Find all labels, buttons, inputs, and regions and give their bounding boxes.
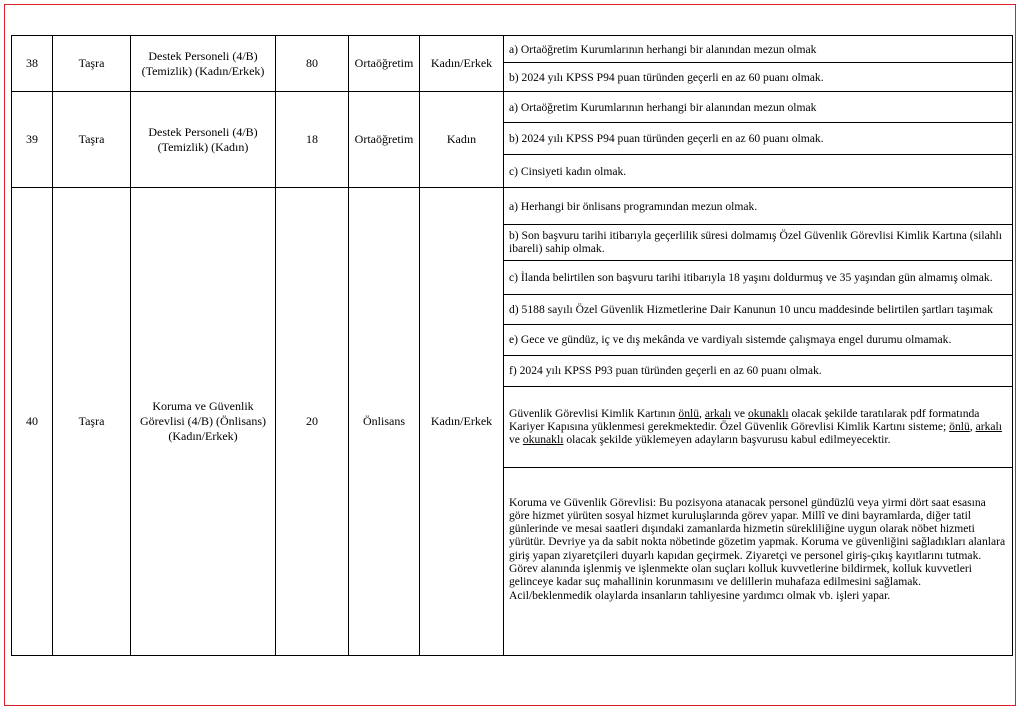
note-text: olacak şekilde yüklemeyen adayların başvurusu kabul edilmeyecektir. bbox=[563, 433, 891, 447]
requirement-item: c) İlanda belirtilen son başvuru tarihi itibarıyla 18 yaşını doldurmuş ve 35 yaşından gün almamış olmak. bbox=[504, 261, 1012, 295]
note-underlined-word: arkalı bbox=[704, 406, 732, 420]
note-text: , bbox=[699, 406, 705, 420]
requirement-item: b) 2024 yılı KPSS P94 puan türünden geçerli en az 60 puanı olmak. bbox=[504, 123, 1012, 155]
row-number: 38 bbox=[12, 36, 53, 92]
requirement-item: a) Herhangi bir önlisans programından mezun olmak. bbox=[504, 189, 1012, 225]
location-cell: Taşra bbox=[53, 188, 131, 656]
gender-cell: Kadın/Erkek bbox=[420, 188, 504, 656]
requirements-cell bbox=[504, 36, 1013, 92]
note-underlined-word: okunaklı bbox=[747, 406, 789, 420]
count-cell: 18 bbox=[276, 92, 349, 188]
row-number: 39 bbox=[12, 92, 53, 188]
note-text: olacak şekilde taratılarak pdf formatında Kariyer Kapısına yüklenmesi gerekmektedir. Özel Güvenlik Görevlisi Kimlik Kartını sisteme; bbox=[509, 406, 980, 433]
location-cell: Taşra bbox=[53, 36, 131, 92]
requirement-item: a) Ortaöğretim Kurumlarının herhangi bir alanından mezun olmak bbox=[504, 36, 1012, 63]
gender-cell: Kadın/Erkek bbox=[420, 36, 504, 92]
requirements-cell bbox=[504, 188, 1013, 656]
gender-cell: Kadın bbox=[420, 92, 504, 188]
job-description bbox=[504, 468, 1012, 655]
table-row bbox=[12, 188, 1013, 656]
note-underlined-word: önlü bbox=[949, 419, 970, 433]
table-row bbox=[12, 36, 1013, 92]
requirement-item: c) Cinsiyeti kadın olmak. bbox=[509, 164, 627, 178]
table-row bbox=[12, 92, 1013, 188]
card-upload-note bbox=[504, 387, 1012, 468]
requirement-item: e) Gece ve gündüz, iç ve dış mekânda ve vardiyalı sistemde çalışmaya engel durumu olmamak. bbox=[504, 325, 1012, 356]
position-cell: Destek Personeli (4/B) (Temizlik) (Kadın/Erkek) bbox=[131, 36, 276, 92]
note-underlined-word: arkalı bbox=[975, 419, 1002, 433]
row-number: 40 bbox=[12, 188, 53, 656]
positions-table bbox=[11, 35, 1013, 656]
education-cell: Ortaöğretim bbox=[349, 36, 420, 92]
requirement-item: a) Ortaöğretim Kurumlarının herhangi bir alanından mezun olmak bbox=[504, 92, 1012, 123]
count-cell: 20 bbox=[276, 188, 349, 656]
requirements-cell bbox=[504, 92, 1013, 188]
count-cell: 80 bbox=[276, 36, 349, 92]
note-underlined-word: önlü bbox=[678, 406, 700, 420]
job-description-text: Koruma ve Güvenlik Görevlisi: Bu pozisyona atanacak personel gündüzlü veya yirmi dört saat esasına göre hizmet yürüten sosyal hizmet kuruluşlarında görev yapar. Millî ve dini bayramlarda, diğer tatil günlerinde ve mesai saatleri dışındaki zamanlarda hizmetin sürekliliğine uygun olarak nöbet hizmeti yürütür. Devriye ya da sabit nokta nöbetinde gözetim yapmak. Koruma ve güvenliğini sağladıkları alanlara giriş yapan ziyaretçileri duyarlı kapıdan geçirmek. Ziyaretçi ve personel giriş-çıkış kayıtlarını tutmak. Görev alanında işlenmiş ve işlenmekte olan suçları kolluk kuvvetlerine bildirmek, kolluk kuvvetleri gelinceye kadar suç mahallinin korunmasını ve delillerin muhafaza edilmesini sağlamak. Acil/beklenmedik olaylarda insanların tahliyesine yardımcı olmak vb. işleri yapar. bbox=[509, 495, 1006, 602]
note-text: , bbox=[969, 419, 976, 433]
position-cell: Destek Personeli (4/B) (Temizlik) (Kadın) bbox=[131, 92, 276, 188]
location-cell: Taşra bbox=[53, 92, 131, 188]
note-text: Güvenlik Görevlisi Kimlik Kartının bbox=[509, 406, 679, 420]
education-cell: Önlisans bbox=[349, 188, 420, 656]
position-cell: Koruma ve Güvenlik Görevlisi (4/B) (Önlisans)(Kadın/Erkek) bbox=[131, 188, 276, 656]
note-underlined-word: okunaklı bbox=[522, 433, 564, 447]
requirement-item: d) 5188 sayılı Özel Güvenlik Hizmetlerine Dair Kanunun 10 uncu maddesinde belirtilen şartları taşımak bbox=[504, 295, 1012, 325]
note-text: ve bbox=[731, 406, 748, 420]
education-cell: Ortaöğretim bbox=[349, 92, 420, 188]
requirement-item: b) 2024 yılı KPSS P94 puan türünden geçerli en az 60 puanı olmak. bbox=[509, 70, 824, 84]
requirement-item: f) 2024 yılı KPSS P93 puan türünden geçerli en az 60 puanı olmak. bbox=[504, 356, 1012, 387]
requirement-item: b) Son başvuru tarihi itibarıyla geçerlilik süresi dolmamış Özel Güvenlik Görevlisi Kimlik Kartına (silahlı ibareli) sahip olmak. bbox=[504, 225, 1012, 261]
note-text: ve bbox=[509, 433, 523, 447]
